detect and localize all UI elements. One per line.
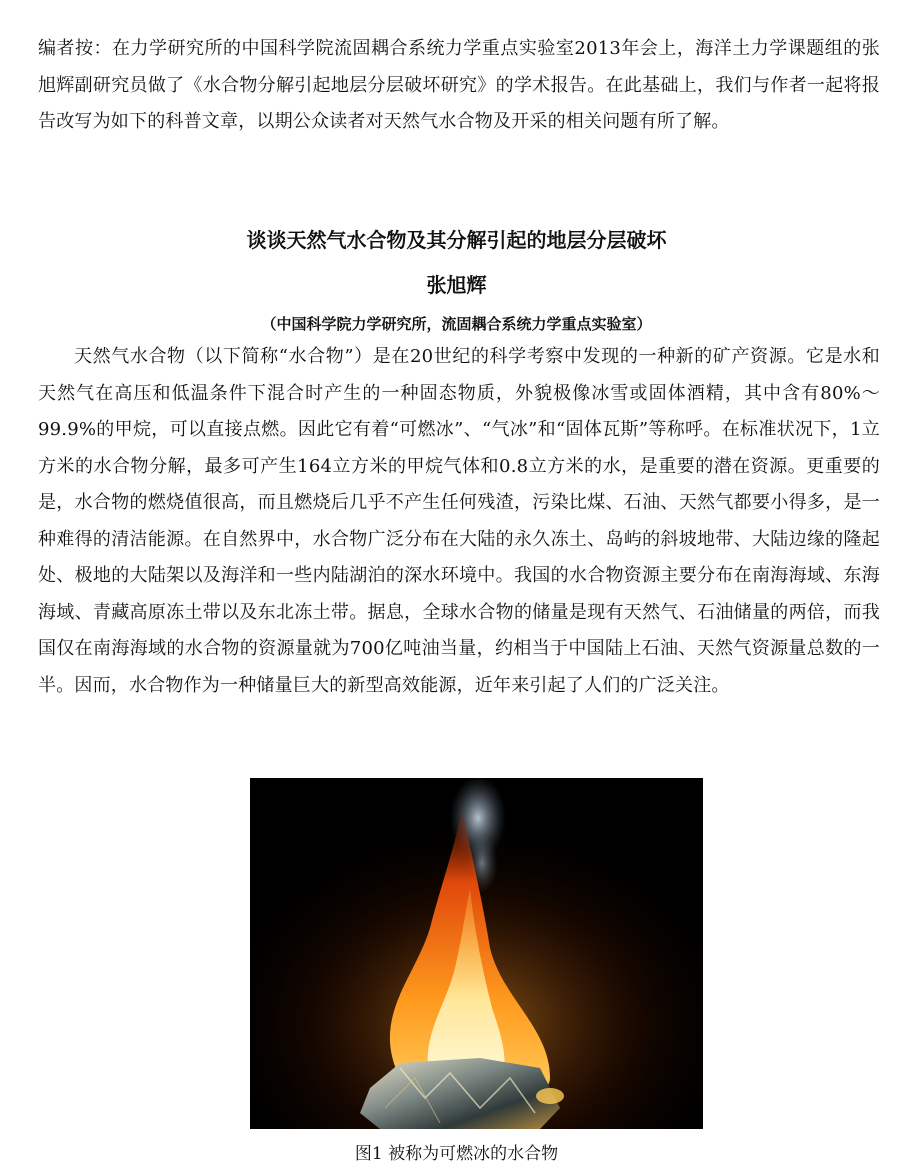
figure-caption: 图1 被称为可燃冰的水合物 (354, 1144, 559, 1164)
flame-illustration (250, 778, 703, 1129)
burning-ice-photo (250, 778, 703, 1129)
editor-note: 编者按：在力学研究所的中国科学院流固耦合系统力学重点实验室2013年会上，海洋土力学课题组的张旭辉副研究员做了《水合物分解引起地层分层破坏研究》的学术报告。在此基础上，我们与作者一起将报告改写为如下的科普文章，以期公众读者对天然气水合物及开采的相关问题有所了解。 (38, 38, 880, 132)
article-title: 谈谈天然气水合物及其分解引起的地层分层破坏 (246, 228, 667, 252)
author-name: 张旭辉 (426, 273, 487, 297)
author-affiliation: （中国科学院力学研究所，流固耦合系统力学重点实验室） (261, 315, 652, 333)
article-body: 天然气水合物（以下简称“水合物”）是在20世纪的科学考察中发现的一种新的矿产资源。它是水和天然气在高压和低温条件下混合时产生的一种固态物质，外貌极像冰雪或固体酒精，其中含有80%～99.9%的甲烷，可以直接点燃。因此它有着“可燃冰”、“气冰”和“固体瓦斯”等称呼。在标准状况下，1立方米的水合物分解，最多可产生164立方米的甲烷气体和0.8立方米的水，是重要的潜在资源。更重要的是，水合物的燃烧值很高，而且燃烧后几乎不产生任何残渣，污染比煤、石油、天然气都要小得多，是一种难得的清洁能源。在自然界中，水合物广泛分布在大陆的永久冻土、岛屿的斜坡地带、大陆边缘的隆起处、极地的大陆架以及海洋和一些内陆湖泊的深水环境中。我国的水合物资源主要分布在南海海域、东海海域、青藏高原冻土带以及东北冻土带。据息，全球水合物的储量是现有天然气、石油储量的两倍，而我国仅在南海海域的水合物的资源量就为700亿吨油当量，约相当于中国陆上石油、天然气资源量总数的一半。因而，水合物作为一种储量巨大的新型高效能源，近年来引起了人们的广泛关注。 (38, 346, 880, 696)
